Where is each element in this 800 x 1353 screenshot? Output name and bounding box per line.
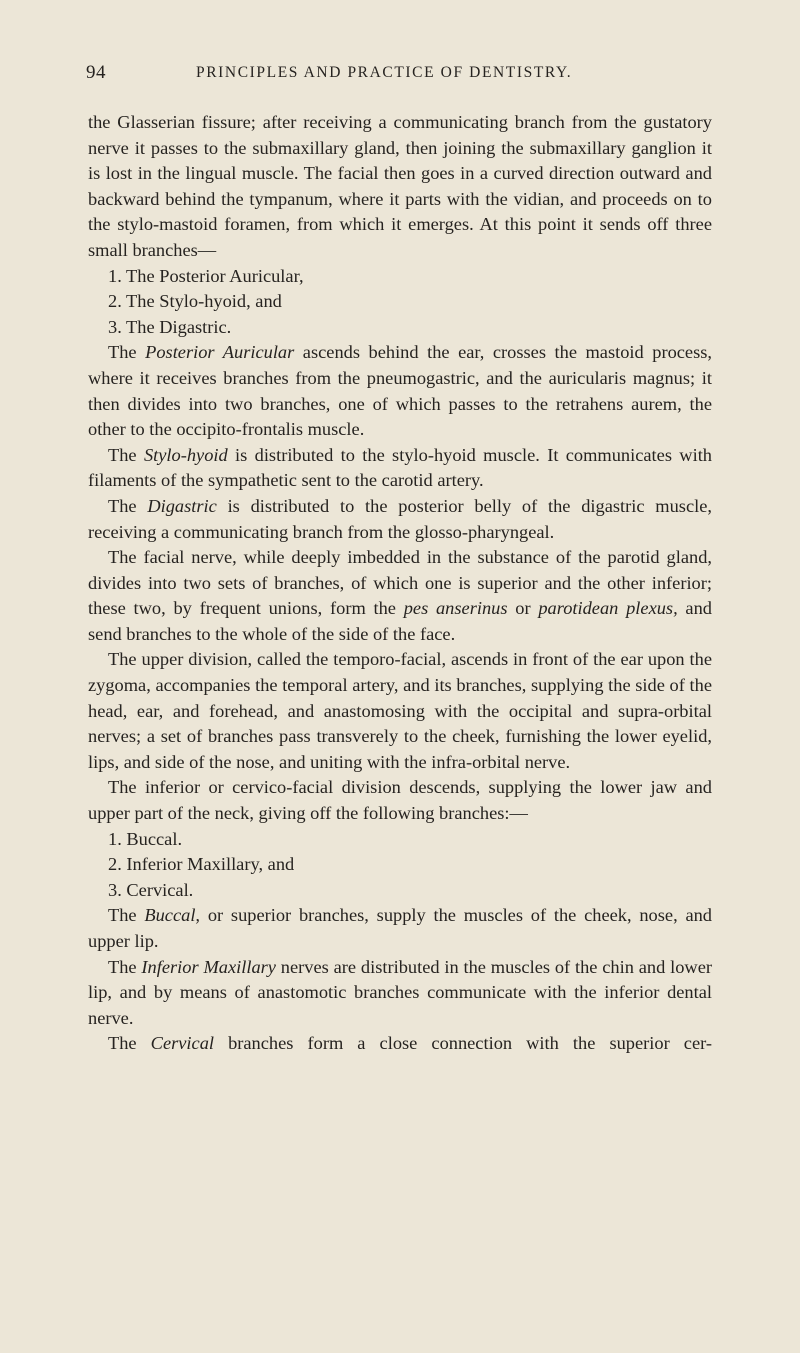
- text: The: [108, 495, 148, 516]
- body-text: [88, 110, 712, 1057]
- text: The: [108, 444, 144, 465]
- term-cervical: Cervical: [150, 1033, 214, 1054]
- term-digastric: Digastric: [147, 495, 217, 516]
- paragraph-inferior-maxillary: [88, 955, 712, 1032]
- list-item: 3. The Digastric.: [108, 316, 232, 337]
- paragraph-facial-nerve: [88, 545, 712, 647]
- term-pes-anserinus: pes anserinus: [403, 598, 508, 619]
- text: The: [108, 1033, 151, 1054]
- term-buccal: Buccal,: [144, 905, 201, 926]
- list-item: 2. The Stylo-hyoid, and: [108, 291, 282, 312]
- term-parotidean-plexus: parotidean plexus,: [538, 598, 678, 619]
- list-item: 1. The Posterior Auricular,: [108, 265, 304, 286]
- paragraph-buccal: [88, 903, 712, 954]
- text: ascends behind the ear, crosses the mastoid process, where it receives branches from the pneumogastric, and the auricularis magnus; it then divides into two branches, one of which passes to the retrahens aurem, the other to the occipito-frontalis muscle.: [88, 342, 712, 440]
- text: The facial nerve, while deeply imbedded in the substance of the parotid gland, divides into two sets of branches, of which one is superior and the other inferior; these two, by frequent unions, form the: [88, 547, 712, 619]
- page-number: 94: [86, 62, 106, 83]
- text: and send branches to the whole of the side of the face.: [88, 598, 712, 644]
- paragraph-inferior-division: The inferior or cervico-facial division descends, supplying the lower jaw and upper part of the neck, giving off the following branches:—: [88, 777, 712, 824]
- text: is distributed to the posterior belly of the digastric muscle, receiving a communicating branch from the glosso-pharyngeal.: [88, 495, 712, 542]
- running-head: PRINCIPLES AND PRACTICE OF DENTISTRY.: [196, 64, 573, 81]
- text: or: [507, 598, 539, 619]
- paragraph-digastric: [88, 494, 712, 545]
- text: The: [108, 905, 145, 926]
- paragraph-upper-division: The upper division, called the temporo-facial, ascends in front of the ear upon the zygoma, accompanies the temporal artery, and its branches, supplying the side of the head, ear, and forehead, and anastomosing with the occipital and supra-orbital nerves; a set of branches pass transverely to the cheek, furnishing the lower eyelid, lips, and side of the nose, and uniting with the infra-orbital nerve.: [88, 649, 712, 772]
- text: is distributed to the stylo-hyoid muscle. It communicates with filaments of the sympathetic sent to the carotid artery.: [88, 444, 713, 491]
- list-item: 1. Buccal.: [108, 828, 183, 849]
- paragraph-cervical: [88, 1031, 712, 1057]
- term-stylo-hyoid: Stylo-hyoid: [143, 444, 228, 465]
- paragraph-continuation: the Glasserian fissure; after receiving a communicating branch from the gustatory nerve it passes to the submaxillary gland, then joining the submaxillary ganglion it is lost in the lingual muscle. The facial then goes in a curved direction outward and backward behind the tympanum, where it parts with the vidian, and proceeds on to the stylo-mastoid foramen, from which it emerges. At this point it sends off three small branches—: [88, 112, 712, 260]
- term-posterior-auricular: Posterior Auricular: [145, 342, 295, 363]
- text: branches form a close connection with the superior cer-: [214, 1033, 712, 1054]
- text: The: [108, 342, 146, 363]
- paragraph-stylo-hyoid: [88, 443, 712, 494]
- text: The: [108, 956, 142, 977]
- paragraph-posterior-auricular: [88, 340, 712, 442]
- list-item: 3. Cervical.: [108, 879, 194, 900]
- text: nerves are distributed in the muscles of the chin and lower lip, and by means of anastomotic branches communicate with the inferior dental nerve.: [88, 956, 712, 1028]
- list-item: 2. Inferior Maxillary, and: [108, 854, 295, 875]
- page-header: [86, 62, 710, 88]
- text: or superior branches, supply the muscles of the cheek, nose, and upper lip.: [88, 905, 712, 951]
- term-inferior-maxillary: Inferior Maxillary: [141, 956, 276, 977]
